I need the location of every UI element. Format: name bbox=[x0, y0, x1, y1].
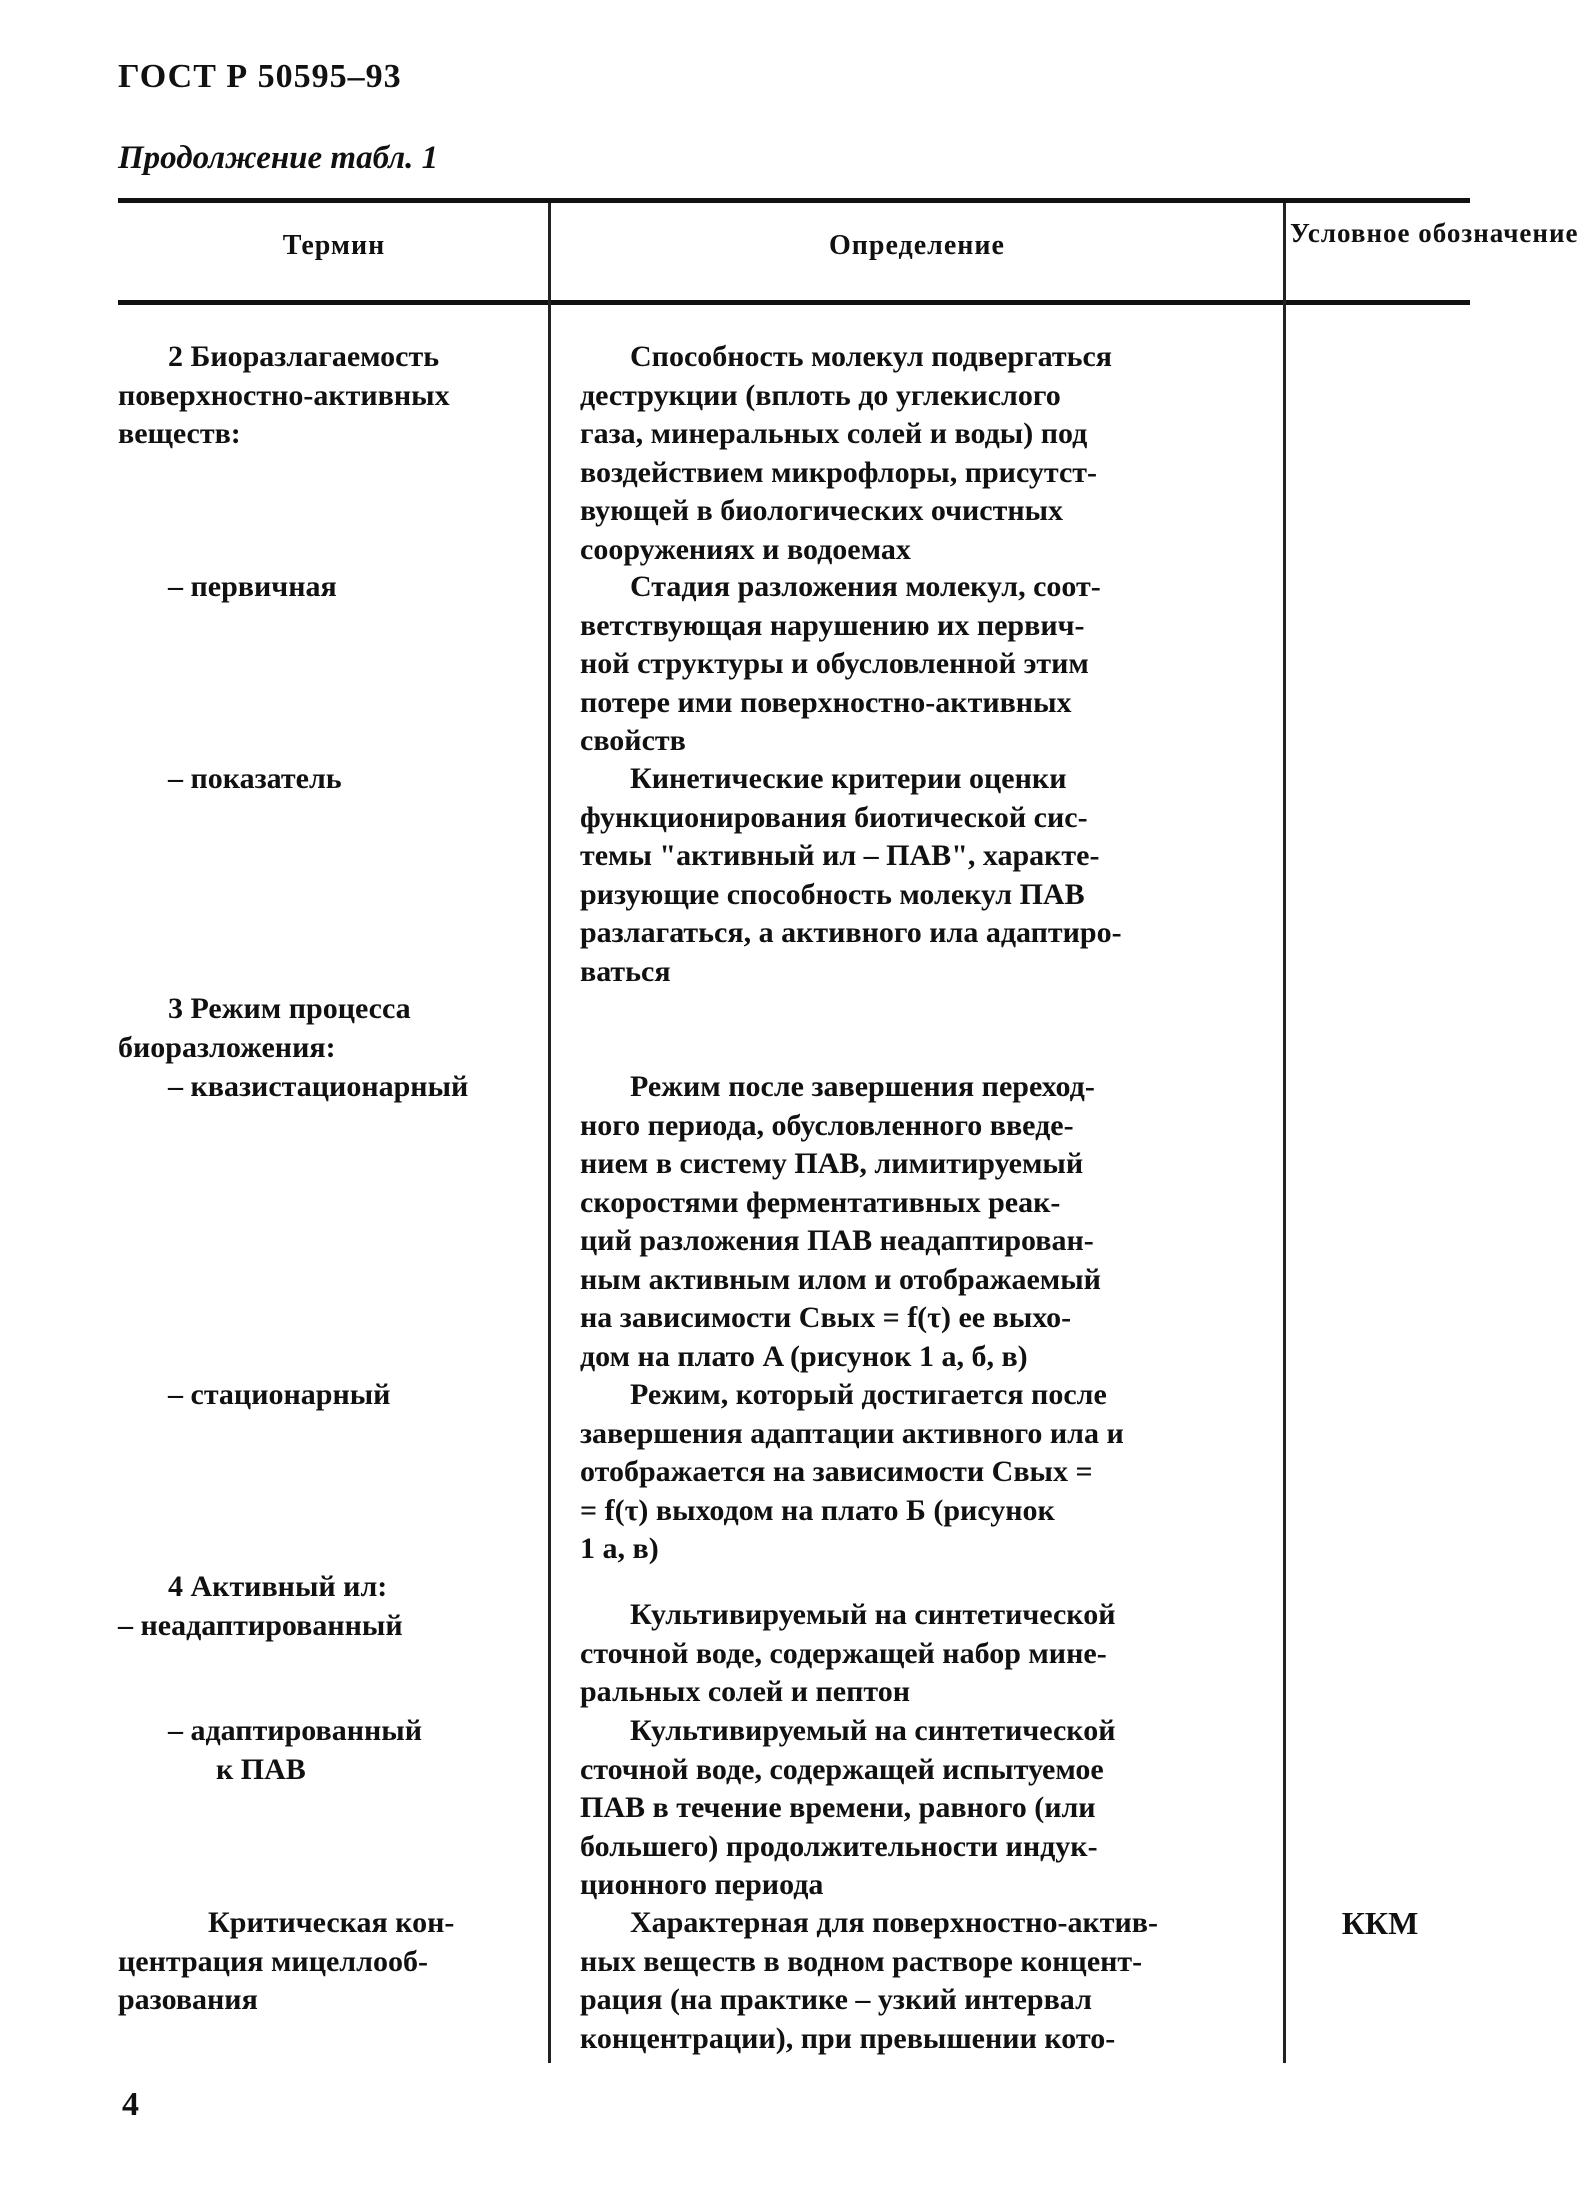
term-indicator: – показатель bbox=[168, 762, 342, 795]
definition-critical-micelle-concentration: Характерная для поверхностно-актив- ных веществ в водном растворе концент- рация (на практике – узкий интервал концентрации), при превышении кото- bbox=[580, 1906, 1158, 2055]
term-critical-micelle-concentration: Критическая кон- центрация мицеллооб- разования bbox=[118, 1906, 455, 2016]
definition-biodegradability: Способность молекул подвергаться деструкции (вплоть до углекислого газа, минеральных солей и воды) под воздействием микрофлоры, присутст- вующей в биологических очистных сооружениях и водоемах bbox=[580, 340, 1112, 566]
column-divider-1 bbox=[548, 203, 551, 2063]
definition-quasi-stationary: Режим после завершения переход- ного периода, обусловленного введе- нием в систему ПАВ, лимитируемый скоростями ферментативных реак- ций разложения ПАВ неадаптирован- ным активным илом и отображаемый на зависимости Cвых = f(τ) ее выхо- дом на плато A (рисунок 1 а, б, в) bbox=[580, 1070, 1101, 1373]
term-process-mode: 3 Режим процесса биоразложения: bbox=[118, 992, 411, 1064]
column-divider-2 bbox=[1283, 203, 1286, 2063]
definition-stationary: Режим, который достигается после завершения адаптации активного ила и отображается на зависимости Cвых = = f(τ) выходом на плато Б (рисунок 1 а, в) bbox=[580, 1378, 1124, 1565]
term-biodegradability: 2 Биоразлагаемость поверхностно-активных веществ: bbox=[118, 340, 450, 450]
definition-adapted: Культивируемый на синтетической сточной воде, содержащей испытуемое ПАВ в течение времени, равного (или большего) продолжительности индук- ционного периода bbox=[580, 1714, 1116, 1901]
page-number: 4 bbox=[122, 2086, 139, 2123]
column-header-term: Термин bbox=[282, 230, 386, 261]
table-header-rule bbox=[118, 300, 1470, 305]
table-top-rule bbox=[118, 198, 1470, 203]
term-quasi-stationary: – квазистационарный bbox=[168, 1070, 469, 1103]
definition-non-adapted: Культивируемый на синтетической сточной воде, содержащей набор мине- ральных солей и пептон bbox=[580, 1598, 1116, 1708]
column-header-symbol: Условное обозначение bbox=[1290, 218, 1579, 248]
term-activated-sludge: 4 Активный ил: – неадаптированный bbox=[118, 1570, 403, 1642]
symbol-kkm: ККМ bbox=[1341, 1905, 1419, 1941]
table-continuation-label: Продолжение табл. 1 bbox=[118, 140, 439, 176]
document-code: ГОСТ Р 50595–93 bbox=[118, 58, 402, 95]
term-stationary: – стационарный bbox=[168, 1378, 391, 1411]
column-header-definition: Определение bbox=[829, 230, 1005, 261]
definition-primary: Стадия разложения молекул, соот- ветствующая нарушению их первич- ной структуры и обусловленной этим потере ими поверхностно-активных свойств bbox=[580, 570, 1101, 757]
term-primary: – первичная bbox=[168, 570, 337, 603]
term-adapted: – адаптированный к ПАВ bbox=[168, 1714, 423, 1786]
definition-indicator: Кинетические критерии оценки функционирования биотической сис- темы "активный ил – ПАВ", характе- ризующие способность молекул ПАВ разлагаться, а активного ила адаптиро- ваться bbox=[580, 762, 1122, 988]
